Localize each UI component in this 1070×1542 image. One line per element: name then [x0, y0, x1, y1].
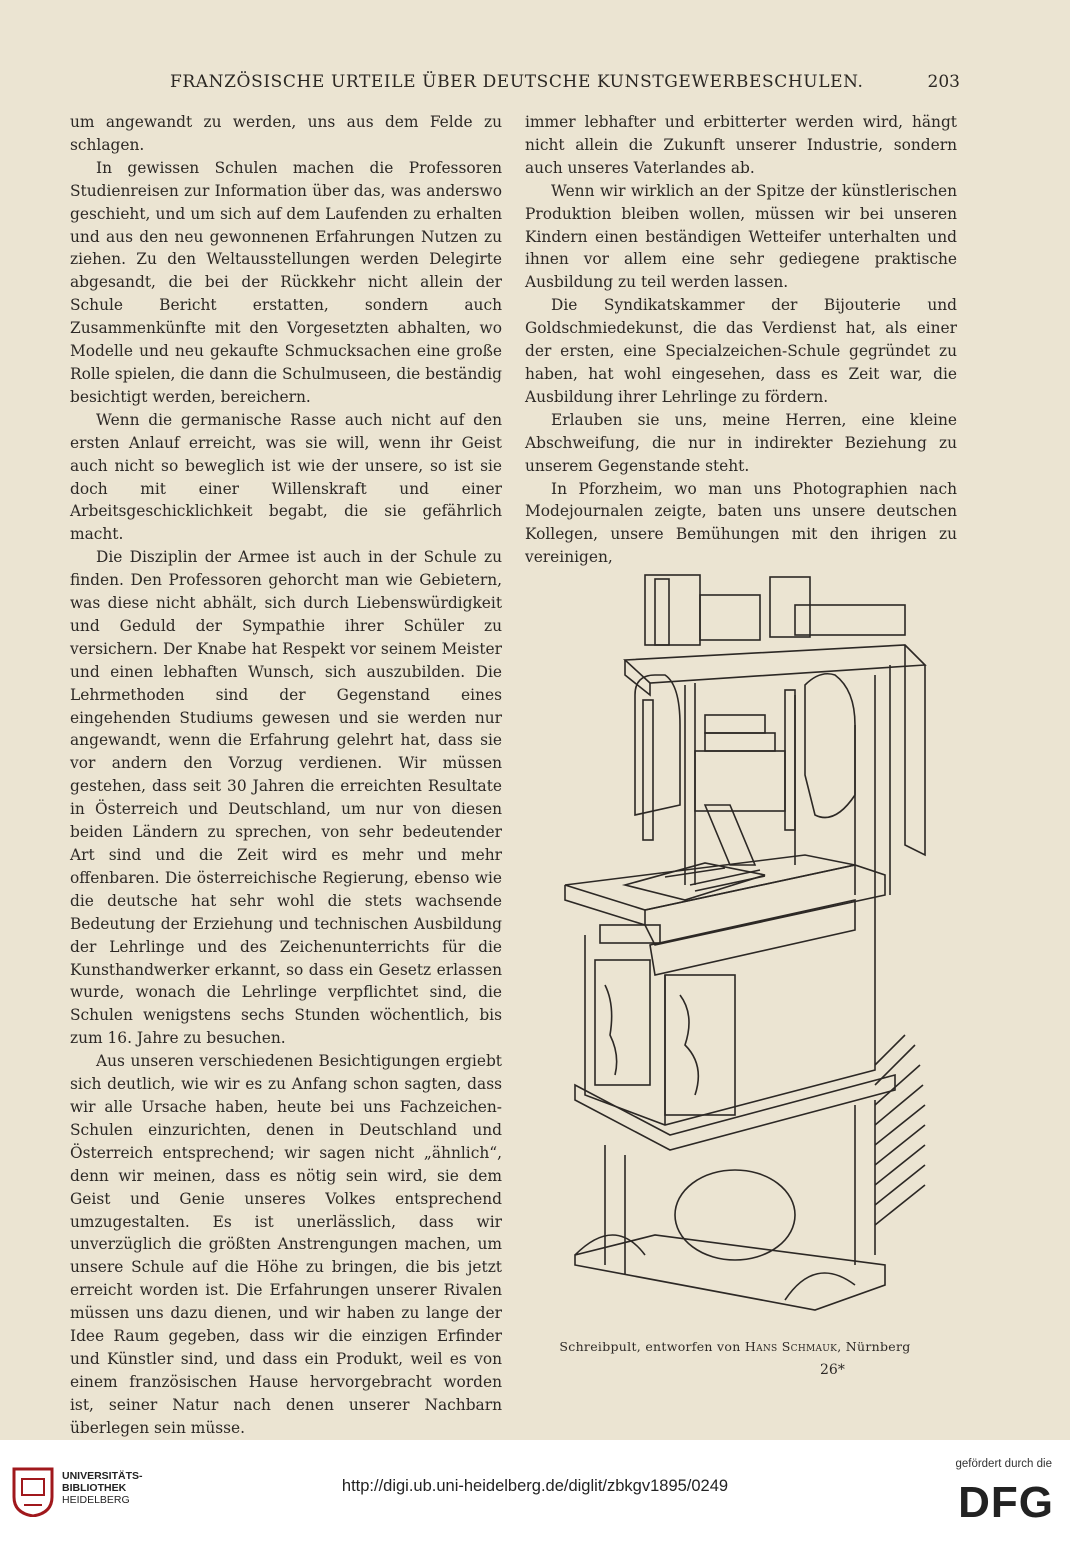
caption-prefix: Schreibpult, entworfen von	[559, 1339, 741, 1354]
dfg-logo: DFG	[958, 1478, 1054, 1527]
running-title: FRANZÖSISCHE URTEILE ÜBER DEUTSCHE KUNSTGEWERBESCHULEN.	[170, 72, 864, 92]
paragraph: immer lebhafter und erbitterter werden wird, hängt nicht allein die Zukunft unserer Industrie, sondern auch unseres Vaterlandes ab.	[525, 113, 957, 177]
paragraph: um angewandt zu werden, uns aus dem Felde zu schlagen.	[70, 113, 502, 154]
sheet-signature: 26*	[820, 1362, 845, 1378]
caption-place: , Nürnberg	[837, 1339, 911, 1354]
source-url-link[interactable]: http://digi.ub.uni-heidelberg.de/diglit/zbkgv1895/0249	[341, 1477, 729, 1495]
caption-designer: Hans Schmauk	[744, 1339, 838, 1354]
paragraph: Aus unseren verschiedenen Besichtigungen ergiebt sich deutlich, wie wir es zu Anfang schon sagten, dass wir alle Ursache haben, heute bei uns Fachzeichen-Schulen einzurichten, denen in Deutschland und Österreich entsprechend; wir sagen nicht „ähnlich“, denn wir meinen, dass es nötig sein wird, sie dem Geist und Genie unseres Volkes entsprechend umzugestalten. Es ist unerlässlich, dass wir unverzüglich die größten Anstrengungen machen, um unsere Schule auf die Höhe zu bringen, die bis jetzt erreicht worden ist. Die Erfahrungen unserer Rivalen müssen uns dazu dienen, und wir haben zu lange der Idee Raum gegeben, dass wir die einzigen Erfinder und Künstler sind, und dass ein Produkt, weil es von einem französischen Hause hervorgebracht worden ist, seiner Natur nach denen unserer Nachbarn überlegen sein müsse.	[70, 1052, 502, 1437]
paragraph: Wenn wir wirklich an der Spitze der künstlerischen Produktion bleiben wollen, müssen wir bei unseren Kindern einen beständigen Wetteifer unterhalten und ihnen vor allem eine sehr gediegene praktische Ausbildung zu teil werden lassen.	[525, 181, 957, 292]
funding-note: gefördert durch die	[955, 1458, 1052, 1470]
left-text-column	[70, 111, 502, 1462]
digitization-footer	[0, 1440, 1070, 1542]
paragraph: In gewissen Schulen machen die Professoren Studienreisen zur Information über das, was anderswo geschieht, und um sich auf dem Laufenden zu erhalten und aus den neu gewonnenen Erfahrungen Nutzen zu ziehen. Zu den Weltausstellungen werden Delegirte abgesandt, die bei der Rückkehr nicht allein der Schule Bericht erstatten, sondern auch Zusammenkünfte mit den Vorgesetzten abhalten, wo Modelle und neu gekaufte Schmucksachen eine große Rolle spielen, die dann die Schulmuseen, die beständig besichtigt werden, bereichern.	[70, 158, 502, 406]
paragraph: Wenn die germanische Rasse auch nicht auf den ersten Anlauf erreicht, was sie will, wenn ihr Geist auch nicht so beweglich ist wie der unsere, so ist sie doch mit einer Willenskraft und einer Arbeitsgeschicklichkeit begabt, die sie gefährlich macht.	[70, 410, 502, 544]
paragraph: Erlauben sie uns, meine Herren, eine kleine Abschweifung, die nur in indirekter Beziehung zu unserem Gegenstande steht.	[525, 410, 957, 475]
right-text-column	[525, 111, 957, 569]
page-header	[60, 72, 960, 96]
library-name: UNIVERSITÄTS- BIBLIOTHEK HEIDELBERG	[62, 1470, 143, 1506]
paragraph: In Pforzheim, wo man uns Photographien nach Modejournalen zeigte, baten uns unsere deutschen Kollegen, unsere Bemühungen mit den ihrigen zu vereinigen,	[525, 479, 957, 567]
figure-caption	[555, 1339, 915, 1354]
paragraph: Die Disziplin der Armee ist auch in der Schule zu finden. Den Professoren gehorcht man wie Gebietern, was diese nicht abhält, sich durch Liebenswürdigkeit und Geduld der Sympathie ihrer Schüler zu versichern. Der Knabe hat Respekt vor seinem Meister und einen lebhaften Wunsch, sich auszubilden. Die Lehrmethoden sind der Gegenstand eines eingehenden Studiums gewesen und sie werden nur angewandt, wenn die Erfahrung gelehrt hat, dass sie vor andern den Vorzug verdienen. Wir müssen gestehen, dass seit 30 Jahren die erreichten Resultate in Österreich und Deutschland, um nur von diesen beiden Ländern zu sprechen, von sehr bedeutender Art sind und die Zeit wird es mehr und mehr offenbaren. Die österreichische Regierung, ebenso wie die deutsche hat sehr wohl die stets wachsende Bedeutung der Erziehung und technischen Ausbildung der Lehrlinge und des Zeichenunterrichts für die Kunsthandwerker erkannt, so dass ein Gesetz erlassen wurde, wonach die Lehrlinge verpflichtet sind, die Schulen wenigstens sechs Stunden wöchentlich, bis zum 16. Jahre zu besuchen.	[70, 548, 502, 1048]
writing-desk-illustration	[555, 565, 940, 1335]
paragraph: Die Syndikatskammer der Bijouterie und Goldschmiedekunst, die das Verdienst hat, als einer der ersten, eine Specialzeichen-Schule gegründet zu haben, hat wohl eingesehen, dass es Zeit war, die Ausbildung ihrer Lehrlinge zu fördern.	[525, 296, 957, 406]
page-number: 203	[927, 72, 960, 92]
